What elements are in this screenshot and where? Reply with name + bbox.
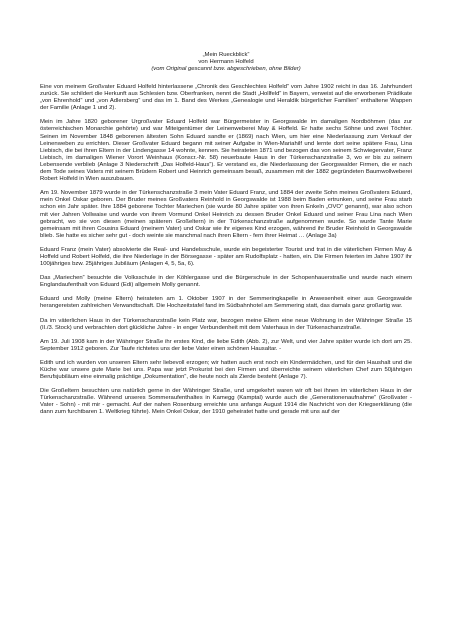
document-header — [40, 52, 412, 73]
document-title: „Mein Rueckblick“ — [202, 52, 250, 58]
paragraph: Das „Mariechen“ besuchte die Volksschule in der Köhlergasse und die Bürgerschule in der Schopenhauerstraße und wurde nach einem Englandaufenthalt von Eduard (Edi) allgemein Molly genannt. — [40, 275, 412, 289]
paragraph: Eduard und Molly (meine Eltern) heirateten am 1. Oktober 1907 in der Semmeringkapelle in Anwesenheit einer aus Georgswalde herangereisten zahlreichen Verwandtschaft. Die Hochzeitstafel fand im Südbahnhotel am Semmering statt, das damals ganz großartig war. — [40, 296, 412, 310]
paragraph: Die Großeltern besuchten uns natürlich gerne in der Währinger Straße, und umgekehrt waren wir oft bei ihnen im väterlichen Haus in der Türkenschanzstraße. Während unseres Sommeraufenthaltes in Kamegg (Kamptal) wurde auch die „Generationenaufnahme“ (Großvater - Vater - Sohn) - mit mir - gemacht. Auf der nahen Rosenburg erreichte uns anfangs August 1914 die Nachricht von der Kriegserklärung (die dann zum furchtbaren 1. Weltkrieg führte). Mein Onkel Oskar, der 1910 geheiratet hatte und gerade mit uns auf der — [40, 388, 412, 416]
document-author: von Hermann Holfeld — [198, 59, 254, 65]
paragraph: Mein im Jahre 1820 geborener Urgroßvater Eduard Holfeld war Bürgermeister in Georgswalde im damaligen Nordböhmen (das zur österreichischen Monarchie gehörte) und war Miteigentümer der Leinenweberei May & Hoffeld. Er hatte sechs Söhne und zwei Töchter. Seinen im November 1848 geborenen ältesten Sohn Eduard sandte er (1869) nach Wien, um hier eine Niederlassung zum Verkauf der Leinenweben zu errichten. Dieser Großvater Eduard begann mit seiner Aufgabe in Wien-Mariahilf und lernte dort seine spätere Frau, Lina Liebisch, die bei ihren Eltern in der Lindengasse 14 wohnte, kennen. Sie heirateten 1871 und bezogen das von seinem Schwiegervater, Franz Liebisch, im damaligen Wiener Vorort Weinhaus (Konscr.-Nr. 58) neuerbaute Haus in der Türkenschanzstraße 3, wo er bis zu seinem Lebensende verblieb (Anlage 3 Niederschrift „Das Holfeld-Haus“). Er verstand es, die Niederlassung der Georgswalder Firmen, die er nach dem Tode seines Vaters mit seinem Brüdern Robert und Heinrich gemeinsam besaß, zusammen mit der 1882 gegründeten Baumwollweberei Robert Holfeld in Wien auszubauen. — [40, 119, 412, 183]
paragraph: Edith und ich wurden von unseren Eltern sehr liebevoll erzogen; wir hatten auch erst noch ein Kindermädchen, und für den Haushalt und die Küche war unsere gute Marie bei uns. Papa war jetzt Prokurist bei den Firmen und überreichte seinem väterlichen Chef zum 50jährigen Berufsjubiläum eine einmalig prächtige „Dokumentation“, die heute noch als Zierde besteht (Anlage 7). — [40, 359, 412, 381]
document-note: (vom Original gescannt bzw. abgeschrieben, ohne Bilder) — [151, 66, 301, 72]
paragraph: Eduard Franz (mein Vater) absolvierte die Real- und Handelsschule, wurde ein begeisterter Tourist und trat in die väterlichen Firmen May & Hoffeld und Robert Holfeld, die ihre Niederlage in der Börsegasse - später am Rudolfsplatz - hatten, ein. Die Firmen feierten im Jahre 1907 ihr 100jähriges bzw. 25jähriges Jubiläum (Anlagen 4, 5, 5a, 6). — [40, 246, 412, 268]
paragraph: Am 19. Juli 1908 kam in der Währinger Straße ihr erstes Kind, die liebe Edith (Abb. 2), zur Welt, und vier Jahre später wurde ich dort am 25. September 1912 geboren. Zur Taufe richtetes uns der liebe Vater einen schönen Hausaltar. - — [40, 338, 412, 352]
paragraph: Eine von meinem Großvater Eduard Holfeld hinterlassene „Chronik des Geschlechtes Holfeld“ vom Jahre 1902 reicht in das 16. Jahrhundert zurück. Sie schildert die Herkunft aus Schlesien bzw. Oberfranken, nennt die Stadt „Hollfeld“ in Bayern, verweist auf die erworbenen Prädikate „von Ehrenhold“ und „von Adlersberg“ und das im 1. Band des Werkes „Genealogie und Heraldik bürgerlicher Familien“ enthaltene Wappen der Familie (Anlage 1 und 2). — [40, 84, 412, 112]
paragraph: Da im väterlichen Haus in der Türkenschanzstraße kein Platz war, bezogen meine Eltern eine neue Wohnung in der Währinger Straße 15 (II./3. Stock) und verbrachten dort glückliche Jahre - in enger Verbundenheit mit dem Vaterhaus in der Türkenschanzstraße. — [40, 317, 412, 331]
paragraph: Am 19. November 1879 wurde in der Türkenschanzstraße 3 mein Vater Eduard Franz, und 1884 der zweite Sohn meines Großvaters Eduard, mein Onkel Oskar geboren. Der Bruder meines Großvaters Reinhold in Georgswalde ist 1988 beim Baden ertrunken, und seine Frau starb schon ein Jahr später. Ihre 1884 geborene Tochter Mariechen (sie wurde 80 Jahre später von ihren Enkeln „OVO“ genannt), war also schon mit vier Jahren Vollwaise und wurde von ihrem Vormund Onkel Heinrich zu dessen Bruder Onkel Eduard und seiner Frau Lina nach Wien gebracht, wo sie von diesen (meinen späteren Großeltern) in der Türkenschanzstraße aufgenommen wurde. So wurde Tante Marie gemeinsam mit ihren Cousins Eduard (meinem Vater) und Oskar wie ihr eigenes Kind erzogen, während ihr Bruder Reinhold in Georgswalde blieb. Sie hatte es sicher sehr gut - doch weinte sie manchmal nach ihren Eltern - fern ihrer Heimat … (Anlage 3a) — [40, 190, 412, 239]
